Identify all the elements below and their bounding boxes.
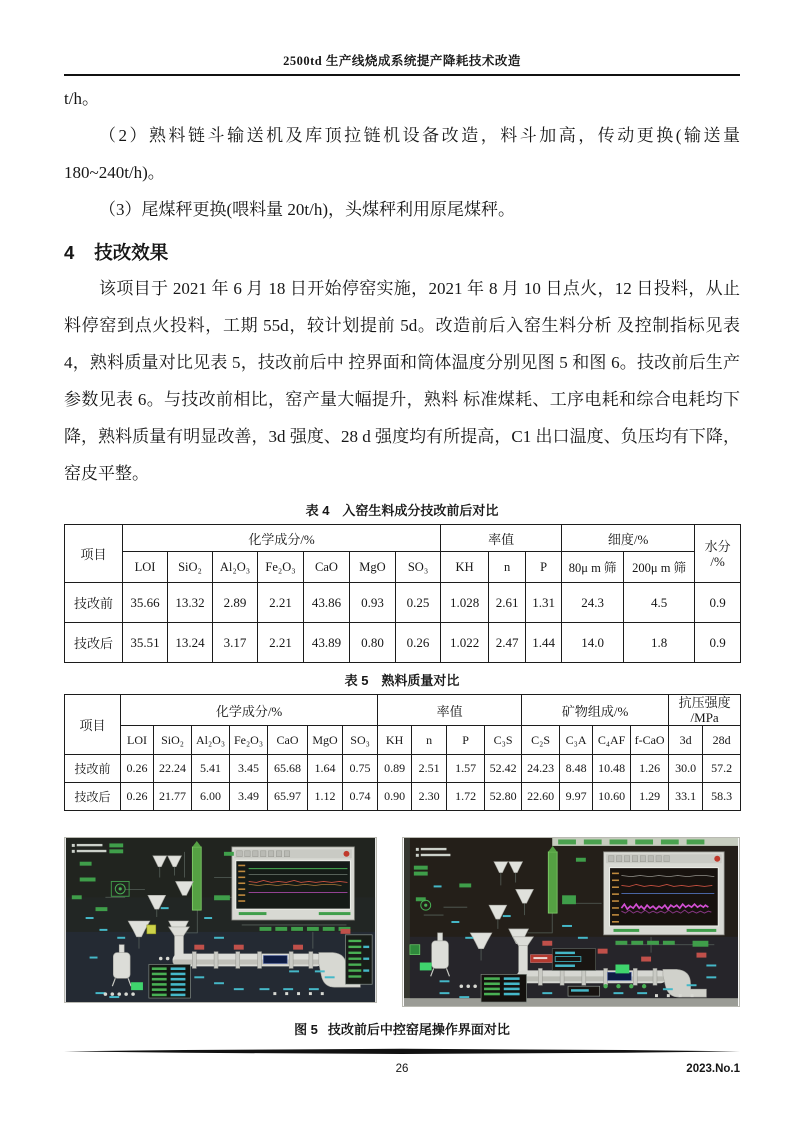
table4-caption: 表 4 入窑生料成分技改前后对比: [305, 503, 499, 518]
cell: 35.66: [123, 583, 168, 623]
row-label: 技改前: [65, 755, 121, 783]
cell: 43.89: [304, 623, 350, 663]
close-icon: [344, 851, 350, 857]
header-rule: [64, 74, 740, 76]
t5-col: 28d: [703, 726, 741, 755]
cell: 0.9: [695, 583, 741, 623]
t5-col: n: [412, 726, 447, 755]
cell: 14.0: [562, 623, 624, 663]
cell: 4.5: [624, 583, 695, 623]
section-paragraph: 该项目于 2021 年 6 月 18 日开始停窑实施，2021 年 8 月 10 日点火，12 日投料，从止料停窑到点火投料，工期 55d，较计划提前 5d。改造前后入窑生料分析 及控制指标见表 4，熟料质量对比见表 5，技改前后中 控界面和筒体温度分别见图 5 和图 6。技改前后生产 参数见表 6。与技改前相比，窑产量大幅提升，熟料 标准煤耗、工序电耗和综合电耗均下降，熟料质量有明显改善，3d 强度、28 d 强度均有所提高，C1 出口温度、负压均有下降，窑皮平整。: [64, 279, 740, 483]
dcs-screenshot-after: [402, 837, 740, 1007]
t5-col: LOI: [121, 726, 154, 755]
cell: 1.26: [631, 755, 669, 783]
table-row: [65, 755, 741, 783]
setpoint-panel: [552, 949, 595, 971]
t4-col: Fe₂O₃: [258, 552, 304, 583]
cell: 2.61: [489, 583, 526, 623]
cell: 10.48: [593, 755, 631, 783]
preheater-column: [192, 841, 201, 910]
cell: 33.1: [669, 783, 703, 811]
t4-col: Al₂O₃: [213, 552, 258, 583]
cell: 1.72: [447, 783, 485, 811]
t5-col: CaO: [268, 726, 308, 755]
t4-group-chemical: 化学成分/%: [123, 525, 441, 552]
list-item-3: （3）尾煤秤更换(喂料量 20t/h)，头煤秤利用原尾煤秤。: [99, 200, 516, 219]
cell: 1.022: [441, 623, 489, 663]
table-row: [65, 623, 741, 663]
cell: 1.44: [526, 623, 562, 663]
cell: 9.97: [560, 783, 593, 811]
t4-moisture-line2: /%: [710, 553, 725, 569]
t4-col: n: [489, 552, 526, 583]
tag-icon: [410, 945, 420, 955]
t4-col: P: [526, 552, 562, 583]
section-title: 技改效果: [94, 242, 169, 263]
t5-col: f-CaO: [631, 726, 669, 755]
t4-col: KH: [441, 552, 489, 583]
cell: 0.89: [378, 755, 412, 783]
cell: 0.75: [343, 755, 378, 783]
cell: 57.2: [703, 755, 741, 783]
trend-popup: [232, 847, 355, 920]
cell: 0.93: [350, 583, 396, 623]
figure5-images: [64, 837, 740, 1007]
section-number: 4: [64, 242, 75, 263]
cell: 24.3: [562, 583, 624, 623]
t5-col: Al₂O₃: [192, 726, 230, 755]
t5-col: C₄AF: [593, 726, 631, 755]
cell: 1.8: [624, 623, 695, 663]
t5-group-chemical: 化学成分/%: [121, 695, 378, 726]
cell: 1.57: [447, 755, 485, 783]
cell: 0.25: [396, 583, 441, 623]
row-label: 技改后: [65, 623, 123, 663]
t5-col: KH: [378, 726, 412, 755]
status-panel: [568, 986, 600, 996]
t4-col: MgO: [350, 552, 396, 583]
t4-col: 200μ m 筛: [624, 552, 695, 583]
cell: 3.49: [230, 783, 268, 811]
cell: 0.90: [378, 783, 412, 811]
t5-col: C₂S: [522, 726, 560, 755]
cell: 0.26: [396, 623, 441, 663]
cell: 0.26: [121, 755, 154, 783]
t4-group-ratio: 率值: [441, 525, 562, 552]
t5-col: SiO₂: [154, 726, 192, 755]
cell: 6.00: [192, 783, 230, 811]
t5-group-ratio: 率值: [378, 695, 522, 726]
row-label: 技改后: [65, 783, 121, 811]
t5-col: C₃A: [560, 726, 593, 755]
body-text: [64, 80, 740, 492]
t4-col: LOI: [123, 552, 168, 583]
right-status-panel: [345, 935, 372, 984]
cell: 58.3: [703, 783, 741, 811]
cell: 1.64: [308, 755, 343, 783]
cell: 13.32: [168, 583, 213, 623]
figure5-caption: [64, 1021, 740, 1039]
trend-popup: [604, 852, 725, 935]
table-clinker-quality: [64, 694, 741, 811]
table-row: [65, 783, 741, 811]
value-list-box: [149, 964, 190, 998]
cell: 0.9: [695, 623, 741, 663]
cell: 2.21: [258, 623, 304, 663]
alarm-icon: [147, 925, 156, 934]
list-item-2: （2）熟料链斗输送机及库顶拉链机设备改造，料斗加高，传动更换(输送量 180~240t/h)。: [64, 126, 740, 182]
close-icon: [714, 856, 720, 862]
value-list-box: [481, 974, 526, 1002]
cell: 22.24: [154, 755, 192, 783]
t4-col: SiO₂: [168, 552, 213, 583]
cell: 65.68: [268, 755, 308, 783]
t5-col: Fe₂O₃: [230, 726, 268, 755]
figure5-label: 图 5: [294, 1022, 318, 1037]
section-heading: [64, 236, 740, 270]
page-content: [64, 0, 740, 1039]
footer-row: [64, 1063, 740, 1079]
table5-caption: 表 5 熟料质量对比: [344, 673, 460, 688]
t4-group-moisture: [695, 525, 741, 583]
table-raw-meal-comparison: [64, 524, 741, 663]
t4-corner: 项目: [65, 525, 123, 583]
cell: 13.24: [168, 623, 213, 663]
t4-group-fineness: 细度/%: [562, 525, 695, 552]
t5-col: SO₃: [343, 726, 378, 755]
cell: 65.97: [268, 783, 308, 811]
paragraph-continuation: t/h。: [64, 89, 99, 108]
t5-group-strength: [669, 695, 741, 726]
t5-col: 3d: [669, 726, 703, 755]
dcs-screenshot-before: [64, 837, 377, 1003]
t5-col: P: [447, 726, 485, 755]
cell: 10.60: [593, 783, 631, 811]
footer-rule: [64, 1048, 740, 1055]
cell: 3.45: [230, 755, 268, 783]
t5-group-mineral: 矿物组成/%: [522, 695, 669, 726]
page-footer: [64, 1042, 740, 1079]
cell: 43.86: [304, 583, 350, 623]
t5-strength-line1: 抗压强度: [678, 695, 731, 710]
cell: 2.30: [412, 783, 447, 811]
page-number: 26: [395, 1063, 409, 1075]
cell: 2.51: [412, 755, 447, 783]
t4-col: 80μ m 筛: [562, 552, 624, 583]
figure5-title: 技改前后中控窑尾操作界面对比: [327, 1022, 510, 1037]
t5-col: MgO: [308, 726, 343, 755]
cell: 52.80: [485, 783, 522, 811]
t4-col: CaO: [304, 552, 350, 583]
preheater-column: [548, 846, 557, 913]
cell: 1.29: [631, 783, 669, 811]
cell: 22.60: [522, 783, 560, 811]
cell: 2.89: [213, 583, 258, 623]
cell: 2.21: [258, 583, 304, 623]
cell: 1.31: [526, 583, 562, 623]
cell: 24.23: [522, 755, 560, 783]
t4-col: SO₃: [396, 552, 441, 583]
t5-corner: 项目: [65, 695, 121, 755]
cell: 30.0: [669, 755, 703, 783]
cell: 3.17: [213, 623, 258, 663]
running-head-title: 2500td 生产线烧成系统提产降耗技术改造: [283, 54, 521, 68]
cell: 0.26: [121, 783, 154, 811]
cell: 21.77: [154, 783, 192, 811]
cell: 52.42: [485, 755, 522, 783]
t5-strength-line2: /MPa: [690, 710, 719, 725]
table-row: [65, 583, 741, 623]
cell: 1.12: [308, 783, 343, 811]
t4-moisture-line1: 水分: [704, 538, 731, 554]
cell: 2.47: [489, 623, 526, 663]
window-title-strip: [552, 838, 738, 846]
cell: 1.028: [441, 583, 489, 623]
cell: 0.80: [350, 623, 396, 663]
row-label: 技改前: [65, 583, 123, 623]
cell: 35.51: [123, 623, 168, 663]
t5-col: C₃S: [485, 726, 522, 755]
issue-label: 2023.No.1: [686, 1063, 740, 1075]
cell: 0.74: [343, 783, 378, 811]
cell: 8.48: [560, 755, 593, 783]
cell: 5.41: [192, 755, 230, 783]
